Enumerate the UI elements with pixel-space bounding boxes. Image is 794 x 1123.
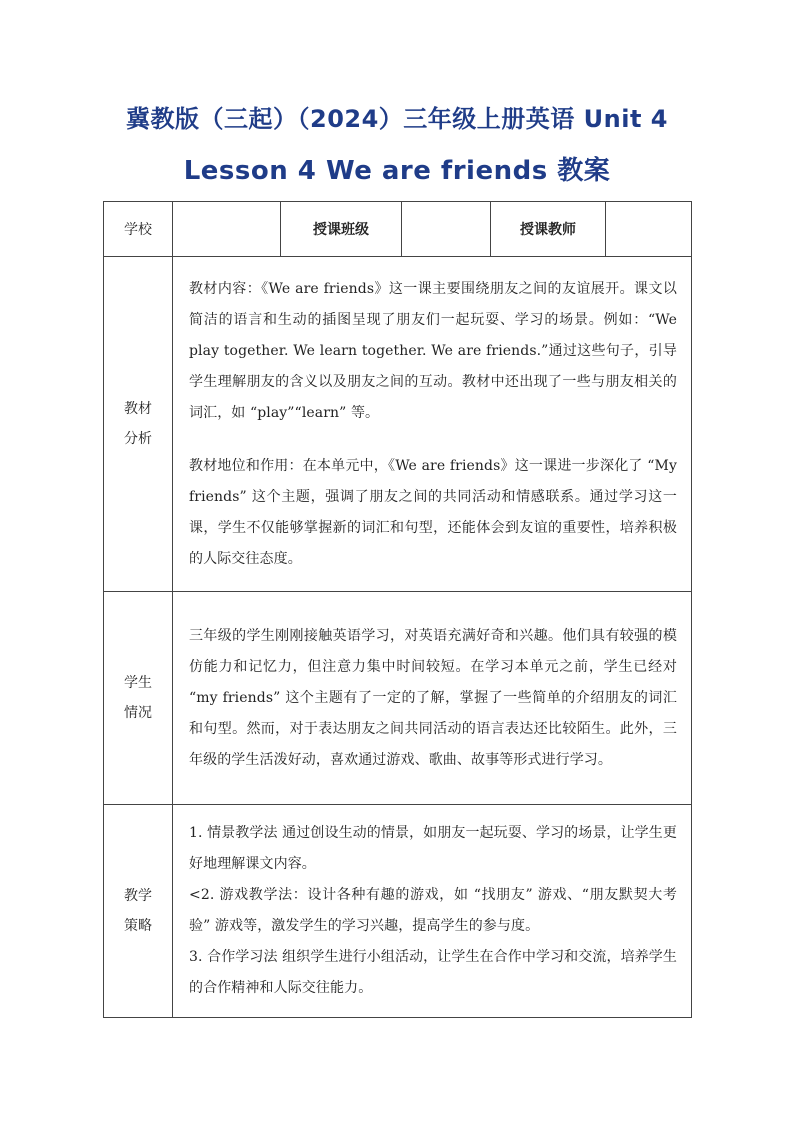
header-row <box>104 202 692 257</box>
class-value-field[interactable] <box>402 202 491 257</box>
section-label-material-analysis <box>104 257 173 592</box>
section-content-teaching-strategy <box>173 805 692 1018</box>
section-paragraph: 三年级的学生刚刚接触英语学习，对英语充满好奇和兴趣。他们具有较强的模仿能力和记忆力，但注意力集中时间较短。在学习本单元之前，学生已经对 “my friends” 这个主题有了一定的了解，掌握了一些简单的介绍朋友的词汇和句型。然而，对于表达朋友之间共同活动的语言表达还比较陌生。此外，三年级的学生活泼好动，喜欢通过游戏、歌曲、故事等形式进行学习。 <box>189 627 677 768</box>
section-paragraph: 教材地位和作用：在本单元中，《We are friends》这一课进一步深化了 “My friends” 这个主题，强调了朋友之间的共同活动和情感联系。通过学习这一课，学生不仅能够掌握新的词汇和句型，还能体会到友谊的重要性，培养积极的人际交往态度。 <box>189 457 677 567</box>
section-row-material-analysis <box>104 257 692 592</box>
section-label-teaching-strategy <box>104 805 173 1018</box>
class-label: 授课班级 <box>281 202 402 257</box>
section-paragraph: 1. 情景教学法 通过创设生动的情景，如朋友一起玩耍、学习的场景，让学生更好地理解课文内容。 <box>189 825 677 872</box>
section-row-student-situation <box>104 592 692 805</box>
section-paragraph: 3. 合作学习法 组织学生进行小组活动，让学生在合作中学习和交流，培养学生的合作精神和人际交往能力。 <box>189 949 677 996</box>
section-label-text: 学生情况 <box>124 675 152 721</box>
section-label-text: 教学策略 <box>124 888 152 934</box>
teacher-label: 授课教师 <box>491 202 606 257</box>
section-label-text: 教材分析 <box>124 401 152 447</box>
school-label: 学校 <box>104 202 173 257</box>
document-title-line1: 冀教版（三起）（2024）三年级上册英语 Unit 4 <box>126 105 668 133</box>
section-paragraph: <2. 游戏教学法：设计各种有趣的游戏，如 “找朋友” 游戏、“朋友默契大考验” 游戏等，激发学生的学习兴趣，提高学生的参与度。 <box>189 887 677 934</box>
section-content-student-situation <box>173 592 692 805</box>
teacher-value-field[interactable] <box>606 202 692 257</box>
section-paragraph: 教材内容：《We are friends》这一课主要围绕朋友之间的友谊展开。课文以简洁的语言和生动的插图呈现了朋友们一起玩耍、学习的场景。例如：“We play together. We learn together. We are friends.”通过这些句子，引导学生理解朋友的含义以及朋友之间的互动。教材中还出现了一些与朋友相关的词汇，如 “play”“learn” 等。 <box>189 280 677 421</box>
lesson-plan-table <box>103 201 692 1018</box>
section-row-teaching-strategy <box>104 805 692 1018</box>
school-value-field[interactable] <box>173 202 281 257</box>
document-title-line2: Lesson 4 We are friends 教案 <box>183 156 611 186</box>
section-label-student-situation <box>104 592 173 805</box>
section-content-material-analysis <box>173 257 692 592</box>
